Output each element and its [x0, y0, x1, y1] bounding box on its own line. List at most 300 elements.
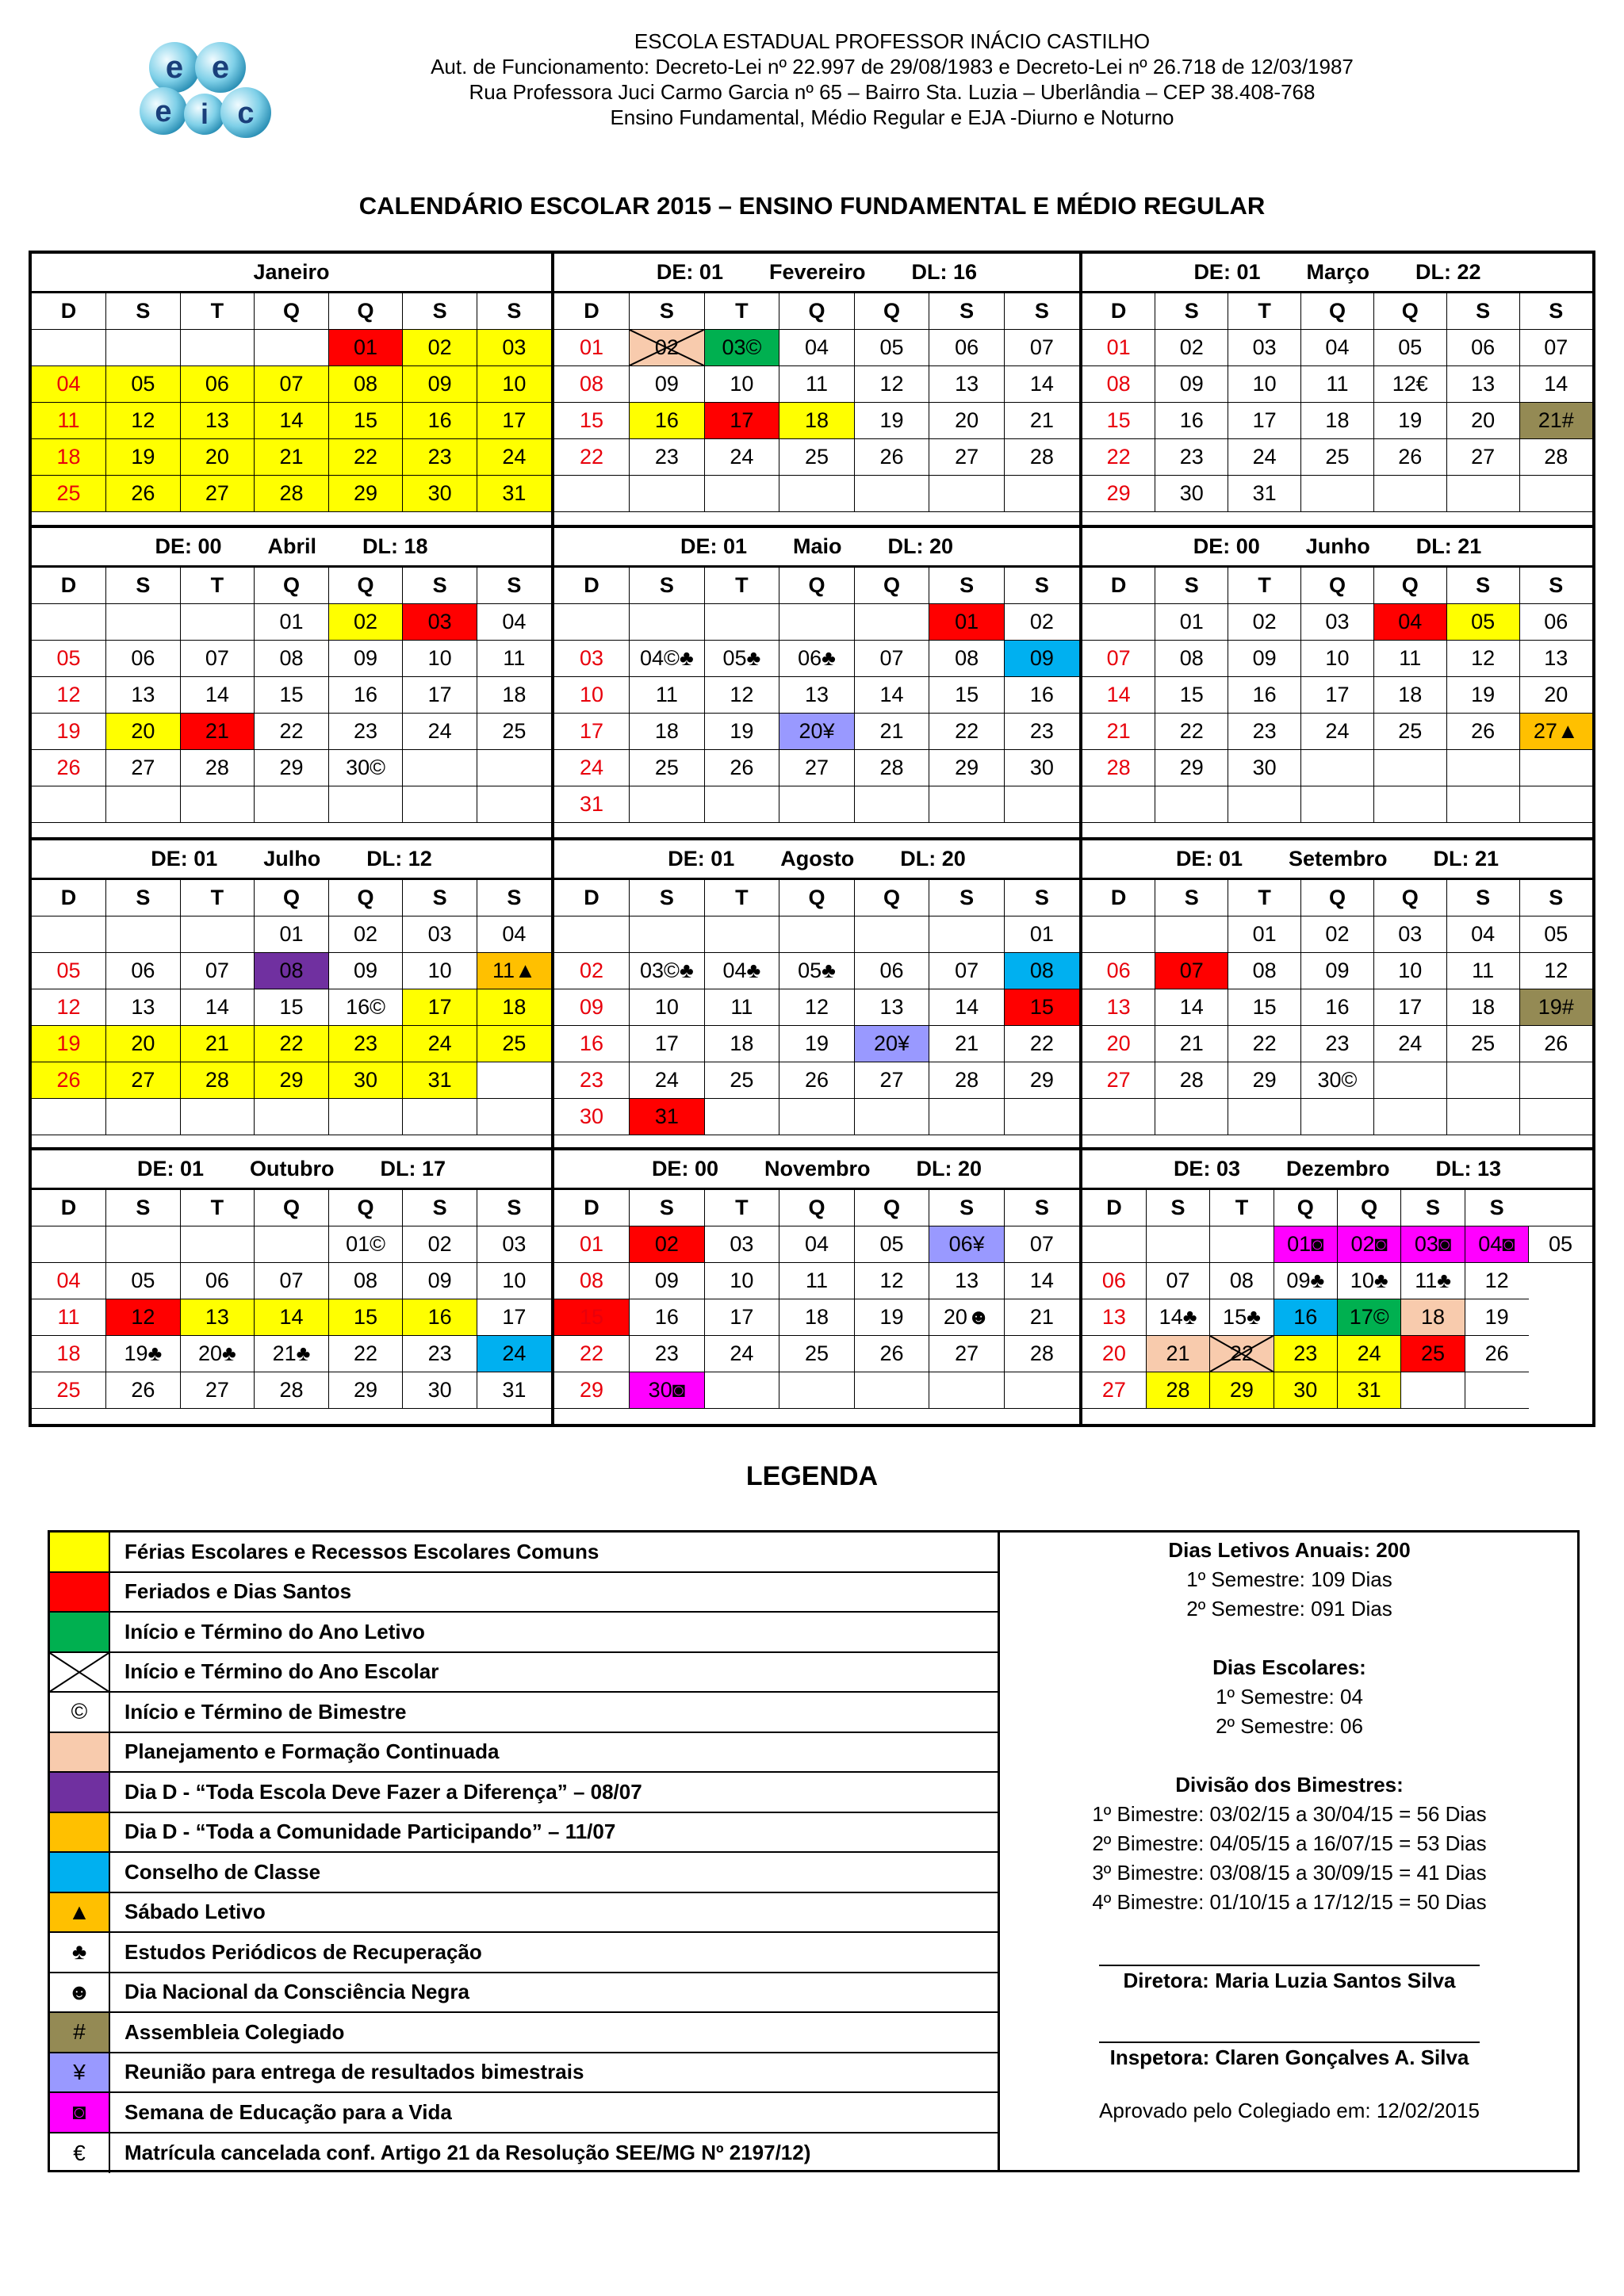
day-cell: 07	[1082, 641, 1155, 677]
day-cell: 13	[1082, 1299, 1146, 1336]
semestre-2: 2º Semestre: 091 Dias	[1186, 1597, 1392, 1621]
legend-item	[50, 1613, 998, 1653]
day-cell: 03	[403, 604, 477, 641]
day-cell: 14	[255, 1299, 329, 1336]
day-cell: 16	[1228, 677, 1301, 714]
weekday-label: D	[554, 293, 630, 330]
day-cell	[32, 330, 106, 366]
day-cell: 05	[32, 953, 106, 989]
day-cell: 28	[180, 750, 255, 786]
month-name: Agosto	[780, 847, 855, 871]
day-cell: 12	[704, 677, 779, 714]
day-cell: 07	[929, 953, 1005, 989]
day-cell: 17	[477, 1299, 551, 1336]
day-cell: 22	[1004, 1026, 1079, 1062]
day-cell: 14	[1082, 677, 1155, 714]
day-cell: 09	[1301, 953, 1374, 989]
month-header	[32, 1150, 551, 1190]
school-levels: Ensino Fundamental, Médio Regular e EJA -Diurno e Noturno	[610, 105, 1174, 129]
legend-info	[1000, 1533, 1579, 2170]
day-cell: 20¥	[854, 1026, 929, 1062]
weekday-label: S	[1519, 293, 1592, 330]
day-cell: 31	[403, 1062, 477, 1099]
weekday-label: T	[1228, 293, 1301, 330]
day-cell: 18	[32, 1336, 106, 1372]
legend-swatch	[50, 1653, 110, 1692]
day-cell: 06	[180, 1263, 255, 1299]
day-cell: 25	[1373, 714, 1446, 750]
legend-symbol: ◙	[72, 2099, 86, 2125]
weekday-label: D	[1082, 1190, 1146, 1226]
day-cell: 29	[1228, 1062, 1301, 1099]
day-cell: 31	[477, 476, 551, 512]
day-cell	[32, 916, 106, 953]
day-cell: 22	[1155, 714, 1228, 750]
month-header	[554, 528, 1079, 568]
day-cell: 29	[1210, 1372, 1274, 1409]
weekday-label: S	[106, 880, 181, 916]
school-logo	[127, 32, 285, 143]
day-cell	[630, 786, 705, 823]
day-cell: 19	[106, 439, 181, 476]
legend-text: Dia Nacional da Consciência Negra	[124, 1980, 469, 2004]
day-cell: 26	[106, 1372, 181, 1409]
weekday-label: Q	[854, 568, 929, 604]
day-cell	[1519, 1099, 1592, 1135]
month-outubro	[32, 1150, 554, 1424]
month-table	[1082, 568, 1592, 823]
day-cell: 23	[328, 1026, 403, 1062]
day-cell: 11	[477, 641, 551, 677]
weekday-label: S	[106, 293, 181, 330]
weekday-label: Q	[779, 568, 855, 604]
day-cell: 22	[255, 714, 329, 750]
month-header	[1082, 254, 1592, 293]
weekday-label: Q	[779, 293, 855, 330]
legend-text: Assembleia Colegiado	[124, 2019, 345, 2044]
day-cell: 08	[255, 641, 329, 677]
day-cell: 09	[630, 1263, 705, 1299]
day-cell: 17	[704, 1299, 779, 1336]
day-cell	[630, 330, 705, 366]
day-cell: 01	[255, 604, 329, 641]
day-cell: 17	[1373, 989, 1446, 1026]
month-table	[1082, 293, 1592, 512]
day-cell: 19	[854, 403, 929, 439]
day-cell: 22	[554, 439, 630, 476]
weekday-label: D	[1082, 568, 1155, 604]
day-cell: 01	[1155, 604, 1228, 641]
day-cell: 30	[1228, 750, 1301, 786]
day-cell: 25	[477, 1026, 551, 1062]
day-cell: 19#	[1519, 989, 1592, 1026]
legend-text: Reunião para entrega de resultados bimestrais	[124, 2060, 584, 2084]
day-cell: 28	[854, 750, 929, 786]
weekday-label: Q	[854, 293, 929, 330]
logo-letter: e	[155, 95, 172, 128]
day-cell	[180, 916, 255, 953]
day-cell	[1146, 1226, 1209, 1263]
day-cell: 08	[328, 1263, 403, 1299]
day-cell: 27	[106, 750, 181, 786]
day-cell: 15♣	[1210, 1299, 1274, 1336]
day-cell: 06¥	[929, 1226, 1005, 1263]
month-table	[554, 293, 1079, 512]
legend-item	[50, 2013, 998, 2053]
legend-text: Dia D - “Toda a Comunidade Participando” – 11/07	[124, 1820, 616, 1844]
day-cell: 11	[779, 1263, 855, 1299]
weekday-label: S	[929, 293, 1005, 330]
day-cell: 27▲	[1519, 714, 1592, 750]
day-cell	[1082, 786, 1155, 823]
day-cell: 20	[180, 439, 255, 476]
day-cell: 14	[1004, 366, 1079, 403]
day-cell: 13	[180, 1299, 255, 1336]
day-cell: 07	[1519, 330, 1592, 366]
day-cell: 12	[106, 1299, 181, 1336]
day-cell	[1373, 1099, 1446, 1135]
day-cell: 25	[1301, 439, 1374, 476]
weekday-label: T	[1228, 568, 1301, 604]
day-cell: 17	[554, 714, 630, 750]
legend-item	[50, 1733, 998, 1774]
day-cell: 26	[1373, 439, 1446, 476]
day-cell: 27	[1446, 439, 1519, 476]
day-cell: 15	[328, 1299, 403, 1336]
day-cell	[106, 916, 181, 953]
day-cell	[779, 604, 855, 641]
legend-text: Conselho de Classe	[124, 1859, 321, 1884]
day-cell: 01	[929, 604, 1005, 641]
day-cell: 06	[854, 953, 929, 989]
day-cell: 21♣	[255, 1336, 329, 1372]
day-cell: 09	[1228, 641, 1301, 677]
day-cell: 19	[1446, 677, 1519, 714]
legend-symbol: ▲	[68, 1899, 90, 1924]
day-cell: 21	[180, 1026, 255, 1062]
month-name: Março	[1306, 260, 1370, 284]
day-cell: 24	[1338, 1336, 1401, 1372]
day-cell: 11▲	[477, 953, 551, 989]
weekday-label: D	[1082, 880, 1155, 916]
month-name: Janeiro	[253, 260, 330, 284]
legend-item	[50, 1573, 998, 1613]
day-cell: 04	[779, 1226, 855, 1263]
day-cell: 10	[403, 953, 477, 989]
weekday-label: Q	[255, 1190, 329, 1226]
day-cell	[1155, 786, 1228, 823]
day-cell: 16	[403, 1299, 477, 1336]
day-cell: 21	[1004, 1299, 1079, 1336]
weekday-label: T	[180, 293, 255, 330]
month-agosto	[554, 840, 1082, 1150]
day-cell: 10♣	[1338, 1263, 1401, 1299]
day-cell: 31	[1228, 476, 1301, 512]
day-cell: 05	[1446, 604, 1519, 641]
day-cell: 16	[630, 1299, 705, 1336]
day-cell: 20	[1082, 1026, 1155, 1062]
day-cell: 27	[106, 1062, 181, 1099]
day-cell: 11	[630, 677, 705, 714]
weekday-label: Q	[255, 293, 329, 330]
day-cell: 28	[1155, 1062, 1228, 1099]
weekday-label: T	[1210, 1190, 1274, 1226]
legend-swatch	[50, 1533, 110, 1571]
legend-swatch	[50, 2053, 110, 2092]
day-cell: 29	[929, 750, 1005, 786]
weekday-label: Q	[1274, 1190, 1337, 1226]
day-cell: 11	[1446, 953, 1519, 989]
day-cell: 04	[1301, 330, 1374, 366]
diretora: Diretora: Maria Luzia Santos Silva	[1123, 1969, 1456, 1992]
day-cell: 02	[554, 953, 630, 989]
day-cell: 08	[1155, 641, 1228, 677]
weekday-label: T	[704, 568, 779, 604]
month-name: Junho	[1305, 534, 1370, 558]
day-cell: 07	[1155, 953, 1228, 989]
day-number: 22	[1229, 1341, 1254, 1365]
day-cell: 18	[779, 1299, 855, 1336]
month-header	[554, 840, 1079, 880]
weekday-label: Q	[854, 1190, 929, 1226]
school-address: Rua Professora Juci Carmo Garcia nº 65 – Bairro Sta. Luzia – Uberlândia – CEP 38.408-768	[469, 80, 1316, 104]
day-cell: 17	[1301, 677, 1374, 714]
day-cell: 24	[403, 714, 477, 750]
day-cell	[328, 786, 403, 823]
month-dl: DL: 21	[1415, 534, 1482, 558]
day-cell: 10	[1373, 953, 1446, 989]
day-cell: 16	[1155, 403, 1228, 439]
weekday-label: S	[630, 568, 705, 604]
day-cell: 20	[1519, 677, 1592, 714]
day-cell: 27	[929, 1336, 1005, 1372]
month-table	[32, 880, 551, 1135]
day-cell: 02◙	[1338, 1226, 1401, 1263]
bimestre-2: 2º Bimestre: 04/05/15 a 16/07/15 = 53 Dias	[1092, 1831, 1487, 1855]
day-cell: 05♣	[704, 641, 779, 677]
day-cell: 02	[1228, 604, 1301, 641]
legend-title: LEGENDA	[745, 1461, 879, 1491]
day-cell: 23	[403, 439, 477, 476]
day-cell: 30	[1155, 476, 1228, 512]
day-cell: 25	[704, 1062, 779, 1099]
weekday-label: T	[180, 880, 255, 916]
day-cell: 23	[630, 439, 705, 476]
weekday-label: S	[929, 1190, 1005, 1226]
weekday-label: S	[1401, 1190, 1465, 1226]
day-cell: 06	[106, 953, 181, 989]
day-cell: 08	[1228, 953, 1301, 989]
day-cell: 23	[403, 1336, 477, 1372]
weekday-label: Q	[328, 293, 403, 330]
day-cell: 28	[255, 1372, 329, 1409]
weekday-label: D	[1082, 293, 1155, 330]
month-table	[554, 1190, 1079, 1409]
day-cell: 01◙	[1274, 1226, 1337, 1263]
month-dl: DL: 12	[366, 847, 432, 871]
weekday-label: Q	[854, 880, 929, 916]
month-fevereiro	[554, 254, 1082, 528]
day-cell: 29	[328, 476, 403, 512]
weekday-label: S	[630, 880, 705, 916]
day-cell: 08	[1210, 1263, 1274, 1299]
day-cell: 25	[1446, 1026, 1519, 1062]
day-cell	[32, 1226, 106, 1263]
month-name: Dezembro	[1285, 1157, 1390, 1181]
day-cell: 15	[1082, 403, 1155, 439]
day-cell: 13	[1446, 366, 1519, 403]
month-dl: DL: 20	[900, 847, 966, 871]
weekday-label: S	[1004, 293, 1079, 330]
day-cell: 03	[1228, 330, 1301, 366]
day-cell	[403, 1099, 477, 1135]
day-cell: 10	[630, 989, 705, 1026]
day-cell: 28	[929, 1062, 1005, 1099]
day-cell: 16	[403, 403, 477, 439]
day-cell: 05	[1373, 330, 1446, 366]
day-cell: 11	[32, 403, 106, 439]
day-cell: 12	[32, 989, 106, 1026]
month-header	[32, 840, 551, 880]
legend-item	[50, 1853, 998, 1893]
day-cell: 12	[106, 403, 181, 439]
month-header	[32, 528, 551, 568]
day-cell: 26	[32, 1062, 106, 1099]
day-cell	[1301, 786, 1374, 823]
day-cell: 24	[704, 439, 779, 476]
day-cell: 23	[630, 1336, 705, 1372]
day-cell: 07	[1004, 1226, 1079, 1263]
day-cell: 05	[106, 366, 181, 403]
day-cell	[477, 750, 551, 786]
day-cell: 15	[255, 677, 329, 714]
day-cell: 21	[255, 439, 329, 476]
day-cell: 03	[1373, 916, 1446, 953]
day-cell	[779, 476, 855, 512]
day-cell: 19♣	[106, 1336, 181, 1372]
day-cell	[854, 604, 929, 641]
day-cell: 09	[554, 989, 630, 1026]
legend-text: Sábado Letivo	[124, 1900, 266, 1924]
day-cell: 02	[403, 330, 477, 366]
day-cell: 18	[1301, 403, 1374, 439]
day-cell	[630, 604, 705, 641]
day-cell: 30	[403, 476, 477, 512]
day-cell	[32, 604, 106, 641]
day-cell: 03	[704, 1226, 779, 1263]
day-cell: 10	[704, 1263, 779, 1299]
month-de: DE: 01	[1175, 847, 1243, 871]
day-cell: 20	[106, 714, 181, 750]
legend-symbol: #	[73, 2019, 86, 2045]
month-março	[1082, 254, 1592, 528]
day-cell: 26	[854, 1336, 929, 1372]
day-cell	[929, 1099, 1005, 1135]
day-cell: 31	[1338, 1372, 1401, 1409]
day-cell: 03	[477, 1226, 551, 1263]
day-cell	[704, 476, 779, 512]
day-cell	[1401, 1372, 1465, 1409]
weekday-label: S	[1146, 1190, 1209, 1226]
day-cell: 13	[1082, 989, 1155, 1026]
weekday-label: S	[1446, 293, 1519, 330]
weekday-label: T	[704, 880, 779, 916]
weekday-label: T	[180, 568, 255, 604]
day-cell: 01	[1082, 330, 1155, 366]
legend-swatch	[50, 1733, 110, 1772]
day-cell: 21	[929, 1026, 1005, 1062]
day-cell: 02	[1301, 916, 1374, 953]
day-cell	[704, 916, 779, 953]
day-cell: 03	[477, 330, 551, 366]
month-dl: DL: 22	[1415, 260, 1481, 284]
day-number: 02	[654, 335, 679, 359]
day-cell: 10	[1228, 366, 1301, 403]
month-de: DE: 00	[651, 1157, 718, 1181]
month-name: Maio	[793, 534, 842, 558]
day-cell: 21	[180, 714, 255, 750]
day-cell	[1301, 750, 1374, 786]
day-cell: 15	[255, 989, 329, 1026]
day-cell: 28	[1004, 1336, 1079, 1372]
day-cell: 26	[32, 750, 106, 786]
day-cell	[1004, 1372, 1079, 1409]
month-de: DE: 01	[151, 847, 218, 871]
day-cell	[1446, 1062, 1519, 1099]
day-cell	[1155, 1099, 1228, 1135]
day-cell: 15	[1228, 989, 1301, 1026]
day-cell: 11	[32, 1299, 106, 1336]
day-cell: 27	[1082, 1372, 1146, 1409]
day-cell: 19	[32, 1026, 106, 1062]
day-cell: 05	[1519, 916, 1592, 953]
day-cell: 12	[1446, 641, 1519, 677]
bimestre-3: 3º Bimestre: 03/08/15 a 30/09/15 = 41 Dias	[1092, 1861, 1487, 1885]
day-cell: 18	[477, 989, 551, 1026]
legend-swatch	[50, 1853, 110, 1892]
day-cell: 14	[1519, 366, 1592, 403]
day-cell: 18	[32, 439, 106, 476]
day-cell: 07	[180, 641, 255, 677]
semestre-1: 1º Semestre: 109 Dias	[1186, 1567, 1392, 1591]
day-cell	[779, 1099, 855, 1135]
legend-swatch	[50, 2133, 110, 2174]
day-cell	[554, 916, 630, 953]
weekday-label: S	[630, 1190, 705, 1226]
month-dl: DL: 20	[916, 1157, 982, 1181]
day-cell	[630, 916, 705, 953]
weekday-label: S	[1004, 1190, 1079, 1226]
day-cell: 19	[1465, 1299, 1528, 1336]
day-cell	[1446, 476, 1519, 512]
month-de: DE: 01	[136, 1157, 205, 1181]
day-cell: 16	[630, 403, 705, 439]
divisao-bimestres: Divisão dos Bimestres:	[1175, 1773, 1404, 1797]
weekday-label: S	[403, 1190, 477, 1226]
day-cell: 09	[1004, 641, 1079, 677]
day-cell: 14	[929, 989, 1005, 1026]
day-cell: 20♣	[180, 1336, 255, 1372]
day-cell	[929, 1372, 1005, 1409]
day-cell: 09	[328, 641, 403, 677]
day-cell: 31	[477, 1372, 551, 1409]
weekday-label: D	[32, 880, 106, 916]
day-cell: 12	[1465, 1263, 1528, 1299]
day-cell: 08	[1004, 953, 1079, 989]
day-cell: 25	[779, 1336, 855, 1372]
month-table	[1082, 1190, 1592, 1409]
day-cell: 12	[32, 677, 106, 714]
